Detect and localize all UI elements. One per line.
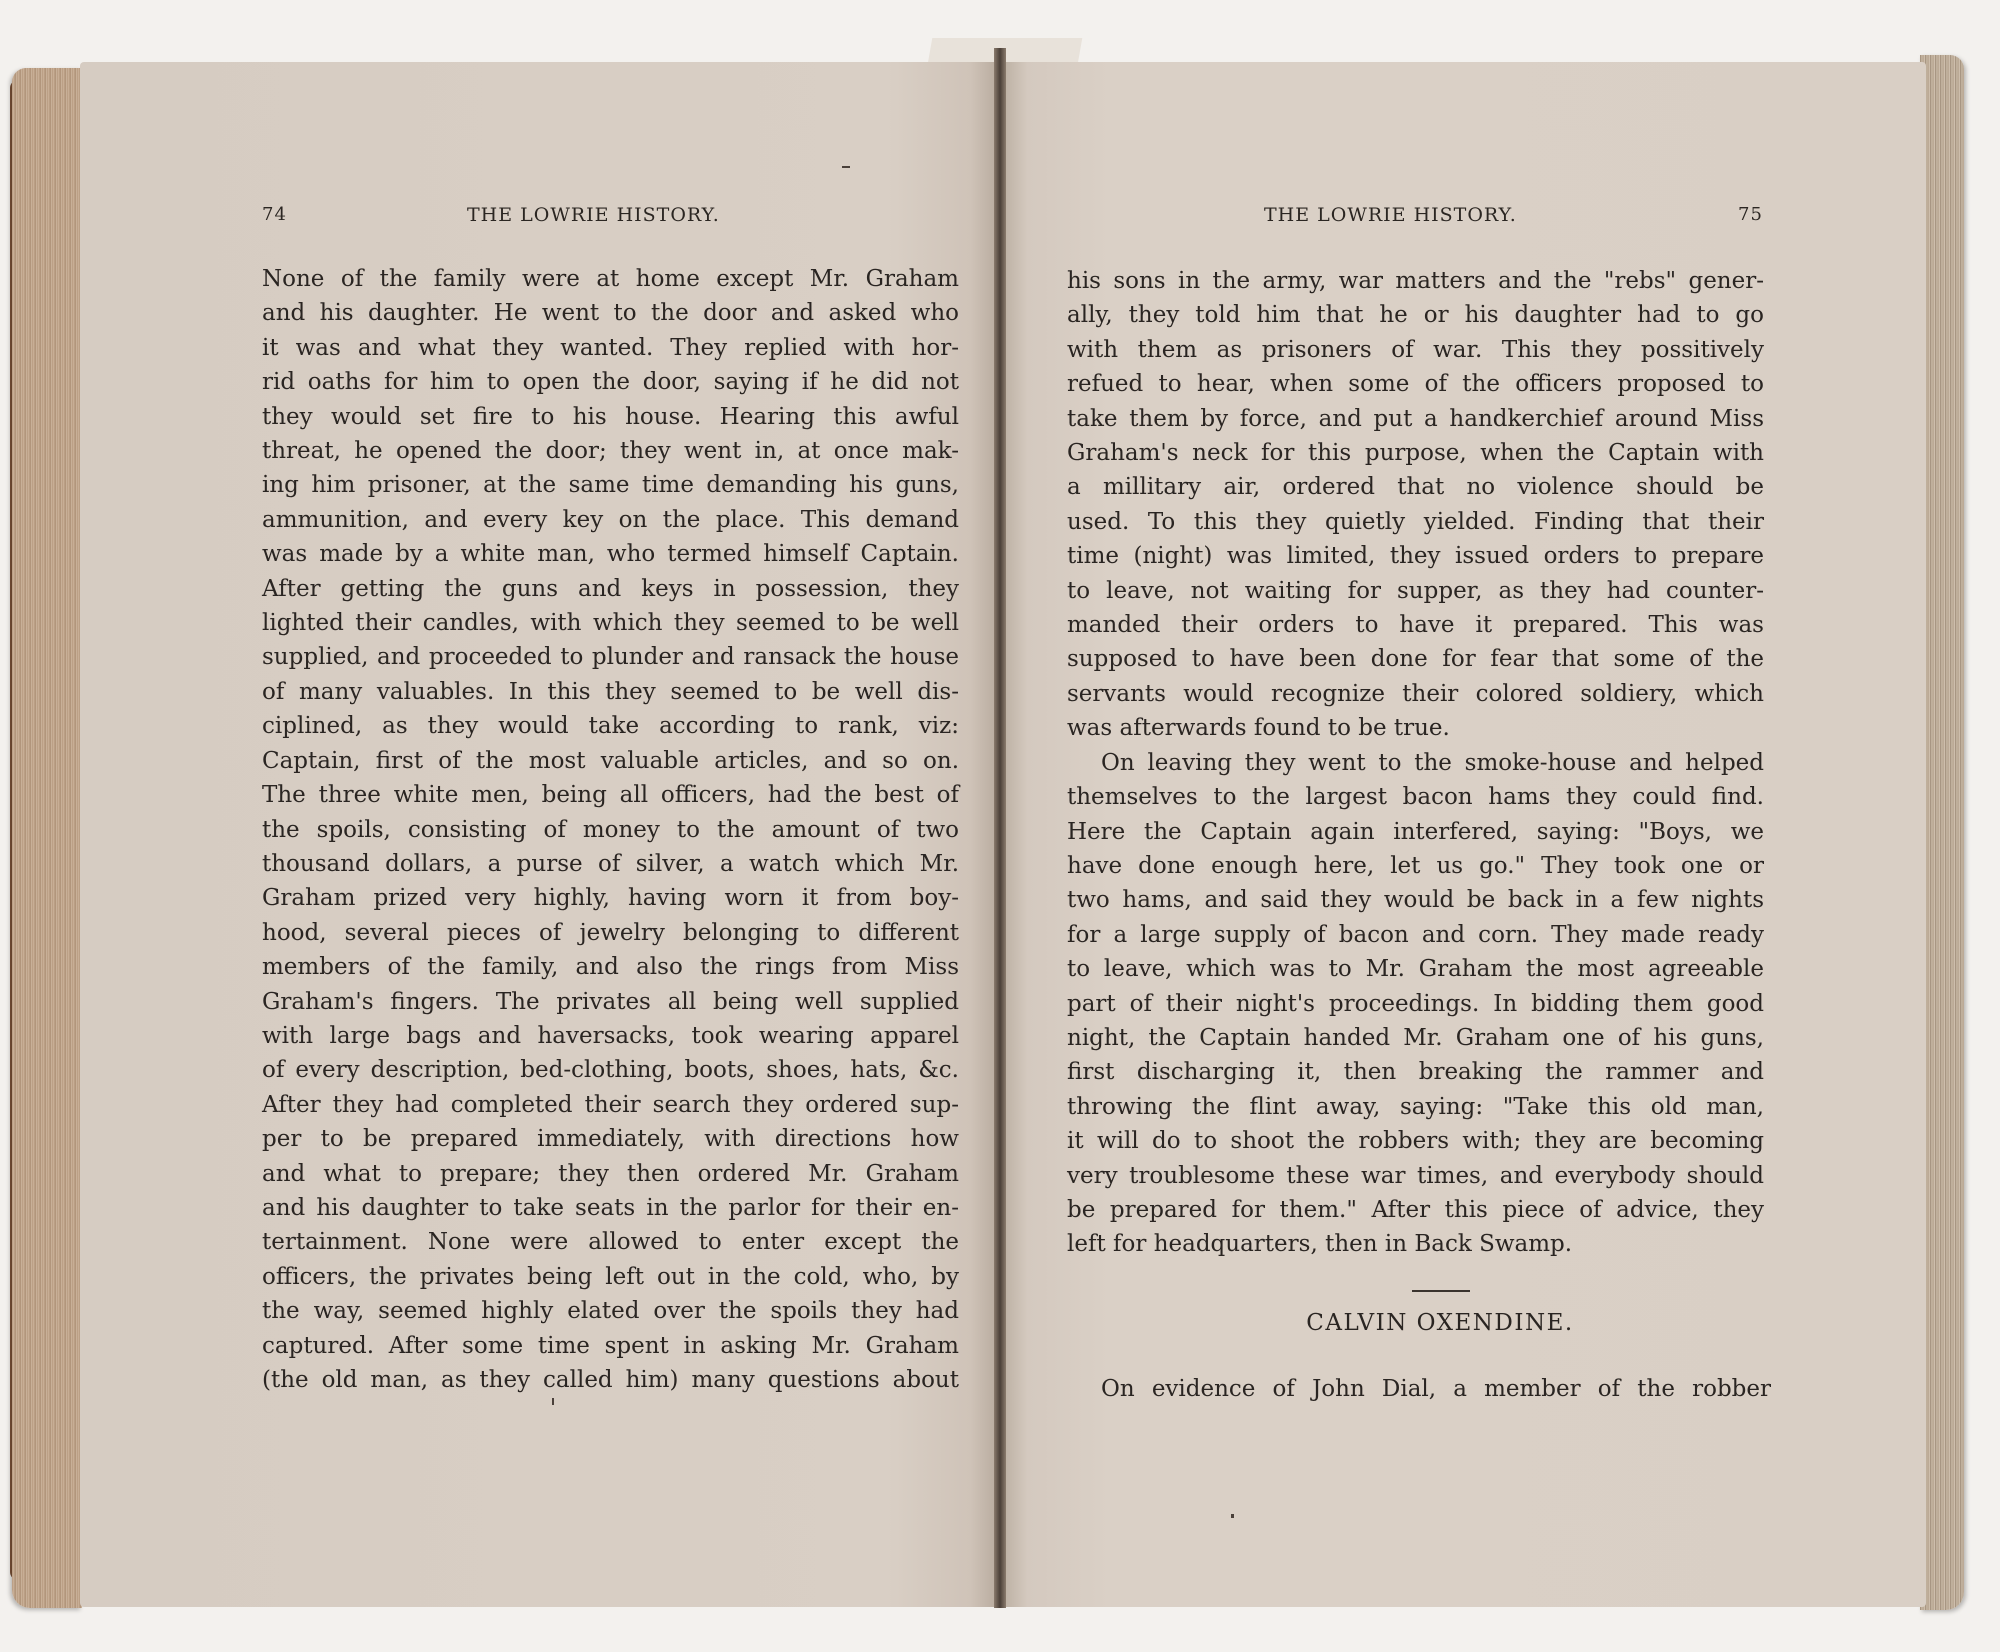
text-line: supplied, and proceeded to plunder and ransack the house [262,644,959,671]
text-line: night, the Captain handed Mr. Graham one of his guns, [1067,1024,1764,1051]
text-line: his sons in the army, war matters and the "rebs" gener- [1067,268,1764,294]
text-line: take them by force, and put a handkerchief around Miss [1067,405,1764,432]
text-line: On leaving they went to the smoke-house and helped [1101,749,1764,776]
text-line: of many valuables. In this they seemed to be well dis- [262,678,959,705]
text-line: to leave, not waiting for supper, as they had counter- [1067,577,1764,604]
text-line: servants would recognize their colored soldiery, which [1067,680,1764,707]
page-edges-left [12,68,82,1608]
text-line: On evidence of John Dial, a member of the robber [1101,1376,1771,1402]
text-line: two hams, and said they would be back in a few nights [1067,887,1764,914]
text-line: threat, he opened the door; they went in, at once mak- [262,438,959,465]
section-divider-rule [1412,1290,1470,1292]
ink-speck [1231,1514,1234,1518]
text-line: and his daughter to take seats in the parlor for their en- [262,1194,959,1221]
text-line: of every description, bed-clothing, boots, shoes, hats, &c. [262,1057,959,1084]
text-line: None of the family were at home except Mr. Graham [262,266,959,292]
text-line: and what to prepare; they then ordered Mr. Graham [262,1160,959,1187]
text-line: refued to hear, when some of the officers proposed to [1067,371,1764,398]
section-body [1067,1372,1771,1406]
text-line: Graham's neck for this purpose, when the Captain with [1067,440,1764,467]
text-line: captured. After some time spent in asking Mr. Graham [262,1332,959,1359]
text-line: members of the family, and also the rings from Miss [262,954,959,981]
left-page-number: 74 [262,204,287,225]
text-line: the way, seemed highly elated over the spoils they had [262,1298,959,1325]
text-line: left for headquarters, then in Back Swamp. [1067,1231,1573,1258]
text-line: it will do to shoot the robbers with; they are becoming [1067,1128,1764,1155]
text-line: time (night) was limited, they issued orders to prepare [1067,543,1764,570]
text-line: throwing the flint away, saying: "Take this old man, [1067,1093,1764,1120]
left-running-head: THE LOWRIE HISTORY. [467,204,720,226]
text-line: The three white men, being all officers, had the best of [262,782,959,809]
text-line: Captain, first of the most valuable articles, and so on. [262,747,959,774]
text-line: have done enough here, let us go." They took one or [1067,852,1764,879]
text-line: it was and what they wanted. They replied with hor- [262,334,959,361]
text-line: hood, several pieces of jewelry belonging to different [262,919,959,946]
text-line: the spoils, consisting of money to the amount of two [262,816,959,843]
ink-speck [552,1398,554,1405]
text-line: part of their night's proceedings. In bidding them good [1067,990,1764,1017]
text-line: After getting the guns and keys in possession, they [262,575,959,602]
page-edges-right [1920,55,1964,1610]
text-line: and his daughter. He went to the door and asked who [262,300,959,327]
text-line: they would set fire to his house. Hearing this awful [262,403,959,430]
text-line: supposed to have been done for fear that some of the [1067,646,1764,673]
text-line: was made by a white man, who termed himself Captain. [262,541,959,568]
text-line: to leave, which was to Mr. Graham the most agreeable [1067,956,1764,983]
text-line: themselves to the largest bacon hams they could find. [1067,784,1764,811]
text-line: a millitary air, ordered that no violence should be [1067,474,1764,501]
text-line: Here the Captain again interfered, saying: "Boys, we [1067,818,1764,845]
text-line: Graham prized very highly, having worn it from boy- [262,885,959,912]
text-line: manded their orders to have it prepared. This was [1067,612,1764,639]
text-line: with them as prisoners of war. This they possitively [1067,336,1764,363]
text-line: first discharging it, then breaking the rammer and [1067,1059,1764,1086]
text-line: (the old man, as they called him) many questions about [262,1367,959,1393]
text-line: thousand dollars, a purse of silver, a watch which Mr. [262,850,959,877]
text-line: lighted their candles, with which they seemed to be well [262,610,959,637]
left-page-body [262,262,959,1397]
text-line: After they had completed their search they ordered sup- [262,1091,959,1118]
right-page-body [1067,264,1764,1262]
text-line: very troublesome these war times, and everybody should [1067,1162,1764,1189]
right-running-head: THE LOWRIE HISTORY. [1264,204,1517,226]
text-line: for a large supply of bacon and corn. They made ready [1067,921,1764,948]
text-line: ciplined, as they would take according to rank, viz: [262,713,959,740]
section-title: CALVIN OXENDINE. [1306,1310,1574,1336]
text-line: tertainment. None were allowed to enter except the [262,1229,959,1256]
text-line: was afterwards found to be true. [1067,715,1450,742]
text-line: ing him prisoner, at the same time demanding his guns, [262,472,959,499]
text-line: be prepared for them." After this piece of advice, they [1067,1196,1764,1223]
text-line: Graham's fingers. The privates all being well supplied [262,988,959,1015]
text-line: per to be prepared immediately, with directions how [262,1126,959,1153]
text-line: ammunition, and every key on the place. This demand [262,506,959,533]
text-line: rid oaths for him to open the door, saying if he did not [262,369,959,396]
text-line: with large bags and haversacks, took wearing apparel [262,1022,959,1049]
ink-speck [842,166,850,168]
text-line: ally, they told him that he or his daughter had to go [1067,302,1764,329]
text-line: used. To this they quietly yielded. Finding that their [1067,508,1764,535]
right-page-number: 75 [1738,204,1763,225]
book-gutter [994,48,1006,1608]
text-line: officers, the privates being left out in the cold, who, by [262,1263,959,1290]
